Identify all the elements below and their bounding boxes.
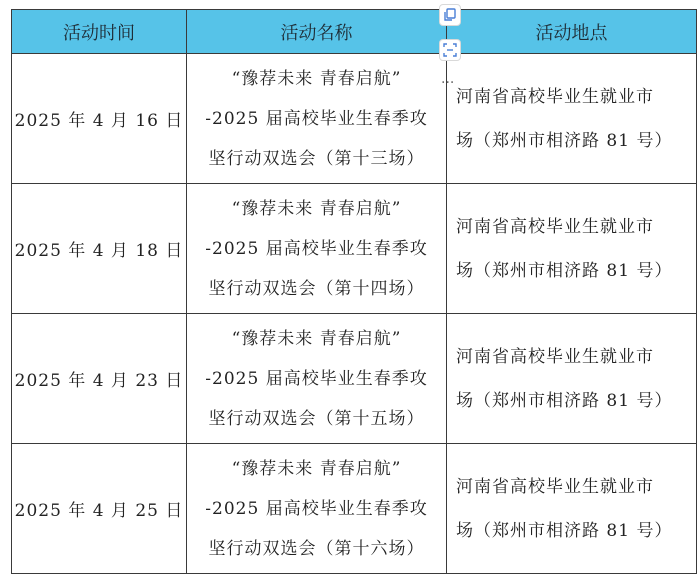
place-line: 场（郑州市相济路 81 号） [456, 260, 673, 281]
floating-toolbar [439, 4, 463, 92]
place-line: 河南省高校毕业生就业市 [456, 216, 654, 237]
copy-button[interactable] [439, 4, 461, 26]
scan-button[interactable] [439, 39, 461, 61]
cell-name [187, 54, 447, 184]
table-row [12, 54, 697, 184]
name-line: -2025 届高校毕业生春季攻 [205, 108, 428, 129]
name-line: “豫荐未来 青春启航” [231, 328, 402, 349]
cell-date: 2025 年 4 月 18 日 [12, 184, 187, 314]
cell-place [447, 184, 697, 314]
name-line: -2025 届高校毕业生春季攻 [205, 368, 428, 389]
place-line: 河南省高校毕业生就业市 [456, 476, 654, 497]
name-line: -2025 届高校毕业生春季攻 [205, 238, 428, 259]
name-line: 坚行动双选会（第十六场） [208, 538, 425, 559]
name-line: 坚行动双选会（第十三场） [208, 148, 425, 169]
cell-name [187, 184, 447, 314]
header-name: 活动名称 [187, 10, 447, 54]
header-place: 活动地点 [447, 10, 697, 54]
cell-date: 2025 年 4 月 23 日 [12, 314, 187, 444]
place-line: 河南省高校毕业生就业市 [456, 346, 654, 367]
place-line: 场（郑州市相济路 81 号） [456, 390, 673, 411]
table-row [12, 184, 697, 314]
more-icon[interactable]: ··· [441, 75, 455, 91]
table-row [12, 314, 697, 444]
cell-place [447, 444, 697, 574]
cell-name [187, 444, 447, 574]
cell-date: 2025 年 4 月 25 日 [12, 444, 187, 574]
header-date: 活动时间 [12, 10, 187, 54]
table-row [12, 444, 697, 574]
events-table [11, 9, 697, 574]
name-line: -2025 届高校毕业生春季攻 [205, 498, 428, 519]
scan-icon [443, 43, 457, 57]
name-line: 坚行动双选会（第十五场） [208, 408, 425, 429]
name-line: 坚行动双选会（第十四场） [208, 278, 425, 299]
cell-name [187, 314, 447, 444]
place-line: 场（郑州市相济路 81 号） [456, 130, 673, 151]
table-header-row [12, 10, 697, 54]
place-line: 河南省高校毕业生就业市 [456, 86, 654, 107]
place-line: 场（郑州市相济路 81 号） [456, 520, 673, 541]
cell-date: 2025 年 4 月 16 日 [12, 54, 187, 184]
name-line: “豫荐未来 青春启航” [231, 458, 402, 479]
copy-icon [443, 8, 457, 22]
name-line: “豫荐未来 青春启航” [231, 198, 402, 219]
cell-place [447, 54, 697, 184]
cell-place [447, 314, 697, 444]
name-line: “豫荐未来 青春启航” [231, 68, 402, 89]
